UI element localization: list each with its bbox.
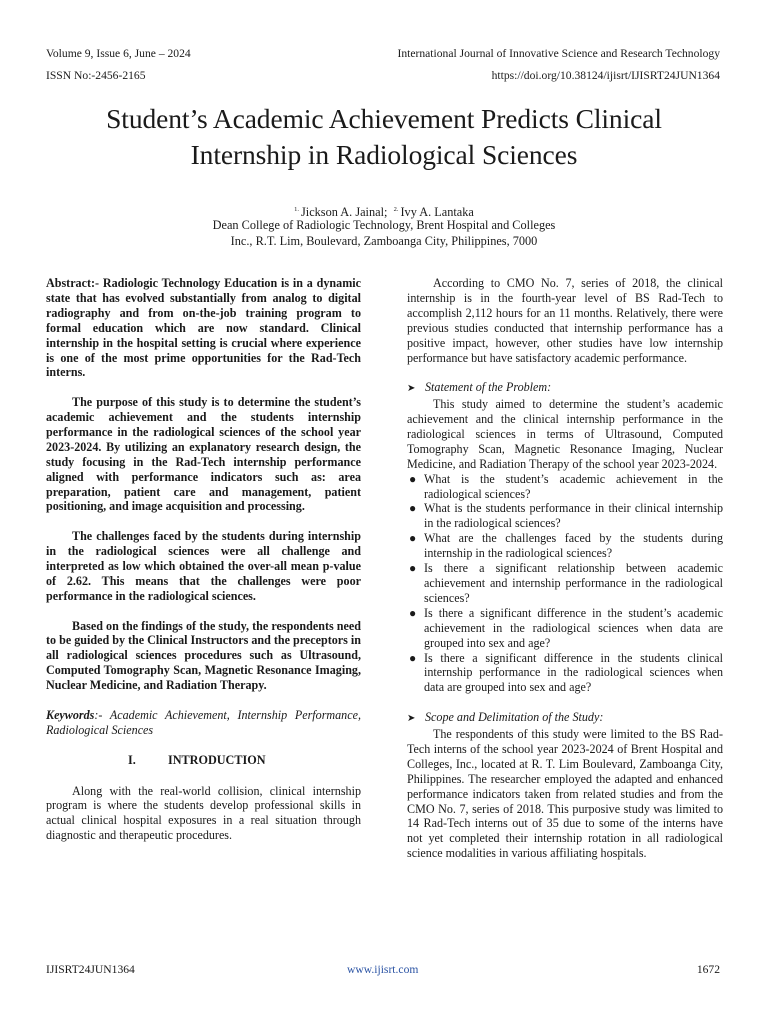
paper-title (40, 101, 728, 173)
keywords-text: :- Academic Achievement, Internship Performance, Radiological Sciences (46, 707, 361, 737)
research-question-text: What are the challenges faced by the students during internship in the radiological sciences? (424, 531, 723, 561)
doi-link[interactable]: https://doi.org/10.38124/ijisrt/IJISRT24JUN1364 (491, 69, 720, 82)
intro-paragraph: Along with the real-world collision, clinical internship program is where the students develop professional skills in actual clinical hospital exposures in a real situation through diagnostic and therapeutic procedures. (46, 783, 361, 843)
section-title: INTRODUCTION (168, 752, 266, 767)
page-number: 1672 (696, 963, 720, 976)
research-question-item (407, 561, 723, 606)
subheading-scope (407, 710, 723, 727)
abstract-paragraph-3: The challenges faced by the students during internship in the radiological sciences were all challenge and interpreted as low which obtained the over-all mean p-value of 2.62. This means that the challenges were poor performance in the radiological sciences. (46, 529, 361, 603)
subheading-text: Statement of the Problem: (425, 380, 552, 395)
research-question-text: What is the student’s academic achievement in the radiological sciences? (424, 471, 723, 501)
issn: ISSN No:-2456-2165 (46, 69, 146, 82)
footer-code: IJISRT24JUN1364 (46, 963, 135, 976)
research-question-item (407, 472, 723, 502)
bullet-dot-icon: ● (409, 650, 417, 665)
research-question-item (407, 606, 723, 651)
research-question-item (407, 651, 723, 696)
volume-info: Volume 9, Issue 6, June – 2024 (46, 47, 191, 60)
journal-name: International Journal of Innovative Science and Research Technology (397, 47, 720, 60)
author-2: Ivy A. Lantaka (400, 205, 474, 219)
research-questions-list (407, 472, 723, 696)
section-number: I. (128, 752, 136, 767)
bullet-dot-icon: ● (409, 471, 417, 486)
cmo-paragraph: According to CMO No. 7, series of 2018, the clinical internship is in the fourth-year level of BS Rad-Tech to accomplish 2,112 hours for an 11 months. Relatively, there were previous studies conducted that internship performance has a positive impact, however, other studies have low internship performance but have satisfactory academic performance. (407, 276, 723, 365)
bullet-dot-icon: ● (409, 561, 417, 576)
research-question-item (407, 531, 723, 561)
left-column (46, 276, 361, 843)
author-1: Jickson A. Jainal; (301, 205, 388, 219)
subheading-text: Scope and Delimitation of the Study: (425, 710, 604, 725)
section-heading-introduction (46, 753, 361, 768)
research-question-text: Is there a significant difference in the student’s academic achievement in the radiological sciences when data are grouped into sex and age? (424, 605, 723, 650)
right-column (407, 276, 723, 861)
author-1-mark: 1. (294, 206, 299, 213)
affiliation-line-2: Inc., R.T. Lim, Boulevard, Zamboanga City, Philippines, 7000 (230, 234, 538, 248)
author-2-mark: 2. (393, 206, 399, 213)
title-line-2: Internship in Radiological Sciences (190, 139, 578, 170)
title-line-1: Student’s Academic Achievement Predicts Clinical (106, 103, 662, 134)
problem-paragraph: This study aimed to determine the student’s academic achievement and the clinical internship performance in the radiological sciences in terms of Ultrasound, Computed Tomography Scan, Magnetic Resonance Imaging, Nuclear Medicine, and Radiation Therapy of the school year 2023-2024. (407, 397, 723, 471)
arrow-bullet-icon: ➤ (407, 713, 416, 725)
keywords (46, 708, 361, 738)
abstract-paragraph-4: Based on the findings of the study, the respondents need to be guided by the Clinical Instructors and the preceptors in all radiological sciences procedures such as Ultrasound, Computed Tomography Scan, Magnetic Resonance Imaging, Nuclear Medicine, and Radiation Therapy. (46, 618, 361, 693)
bullet-dot-icon: ● (409, 605, 417, 620)
scope-paragraph: The respondents of this study were limited to the BS Rad-Tech interns of the school year 2023-2024 of Brent Hospital and Colleges, Inc., located at R. T. Lim Boulevard, Zamboanga City, Philippines. The researcher employed the adapted and enhanced performance indicators taken from related studies and from the CMO No. 7, series of 2018. This purposive study was limited to 14 Rad-Tech interns out of 35 due to some of the interns have not yet completed their internship rotation in all radiological science modalities in various affiliating hospitals. (407, 726, 723, 861)
subheading-statement-of-problem (407, 380, 723, 397)
research-question-text: Is there a significant relationship between academic achievement and internship performance in the radiological sciences? (424, 561, 723, 605)
affiliation-line-1: Dean College of Radiologic Technology, Brent Hospital and Colleges (212, 218, 556, 232)
research-question-text: Is there a significant difference in the students clinical internship performance in the radiological sciences when data are grouped into sex and age? (424, 650, 723, 695)
footer-site-link[interactable]: www.ijisrt.com (347, 963, 419, 976)
bullet-dot-icon: ● (409, 531, 417, 546)
abstract-paragraph-2: The purpose of this study is to determine the student’s academic achievement and the students internship performance in the radiological sciences of the school year 2023-2024. By utilizing an explanatory research design, the study focusing in the Rad-Tech internship performance aligned with performance indicators such as: area preparation, patient care and management, patient positioning, and image acquisition and processing. (46, 395, 361, 514)
research-question-item (407, 501, 723, 531)
abstract-paragraph-1: Abstract:- Radiologic Technology Education is in a dynamic state that has evolved substantially from analog to digital radiography and from on-the-job training program to formal education which are now standard. Clinical internship in the hospital setting is crucial where experience is one of the most prime opportunities for the Rad-Tech interns. (46, 276, 361, 380)
bullet-dot-icon: ● (409, 501, 417, 516)
research-question-text: What is the students performance in their clinical internship in the radiological sciences? (424, 501, 723, 531)
keywords-label: Keywords (46, 707, 95, 722)
arrow-bullet-icon: ➤ (407, 383, 416, 395)
